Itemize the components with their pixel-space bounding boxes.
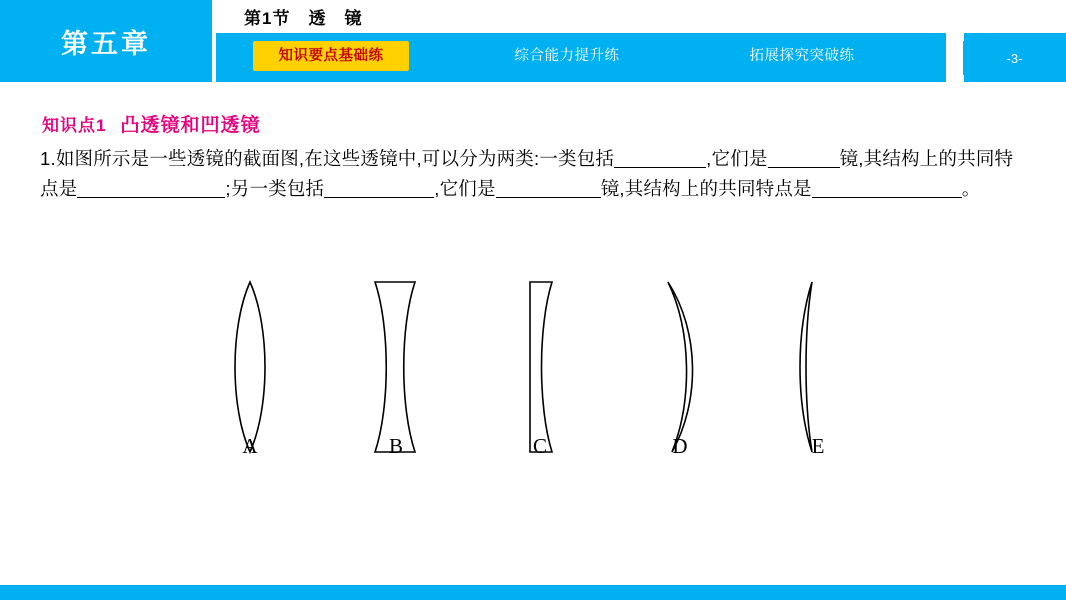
answer-blank-7[interactable] <box>812 179 962 198</box>
chapter-label: 第五章 <box>61 28 151 59</box>
knowledge-point-heading <box>42 110 260 137</box>
question-part-1: 1.如图所示是一些透镜的截面图,在这些透镜中,可以分为两类:一类包括 <box>40 148 615 169</box>
question-part-5: ,它们是 <box>434 178 496 199</box>
question-part-4: ;另一类包括 <box>225 178 325 199</box>
lens-label-e: E <box>811 434 825 458</box>
tab-comprehensive[interactable]: 综合能力提升练 <box>514 48 620 64</box>
page-content <box>0 82 1066 572</box>
lens-b-biconcave <box>375 282 415 452</box>
header-gap <box>946 33 964 82</box>
lens-label-a: A <box>242 434 258 458</box>
lens-d-meniscus <box>668 282 693 452</box>
lens-label-d: D <box>672 434 688 458</box>
answer-blank-4[interactable] <box>324 179 434 198</box>
chapter-badge <box>0 0 212 82</box>
question-part-6: 镜,其结构上的共同特点是 <box>600 178 812 199</box>
tab-extension[interactable]: 拓展探究突破练 <box>749 48 855 64</box>
footer-spacer <box>0 572 1066 585</box>
lens-label-b: B <box>388 434 403 458</box>
question-part-2: ,它们是 <box>706 148 768 169</box>
question-1 <box>40 144 1028 204</box>
answer-blank-3[interactable] <box>77 179 225 198</box>
tab-basics[interactable]: 知识要点基础练 <box>253 41 409 71</box>
knowledge-point-text: 凸透镜和凹透镜 <box>120 115 261 136</box>
lens-a-biconvex <box>235 282 265 452</box>
question-part-7: 。 <box>961 178 981 199</box>
lens-c-planoconvex <box>530 282 552 452</box>
question-part-3: 镜,其结构上的共同特点是 <box>40 148 1014 199</box>
page-header <box>0 0 1066 82</box>
answer-blank-2[interactable] <box>768 149 840 168</box>
lens-figure-captions <box>200 434 900 474</box>
page-number: -3- <box>963 41 1066 75</box>
answer-blank-1[interactable] <box>614 149 706 168</box>
section-title: 第1节 透 镜 <box>244 9 363 28</box>
answer-blank-6[interactable] <box>531 179 601 198</box>
lens-e-meniscus-thin <box>800 282 812 452</box>
knowledge-point-number: 知识点1 <box>42 116 107 135</box>
lens-label-c: C <box>532 434 547 458</box>
answer-blank-5[interactable] <box>496 179 531 198</box>
page-footer <box>0 585 1066 600</box>
